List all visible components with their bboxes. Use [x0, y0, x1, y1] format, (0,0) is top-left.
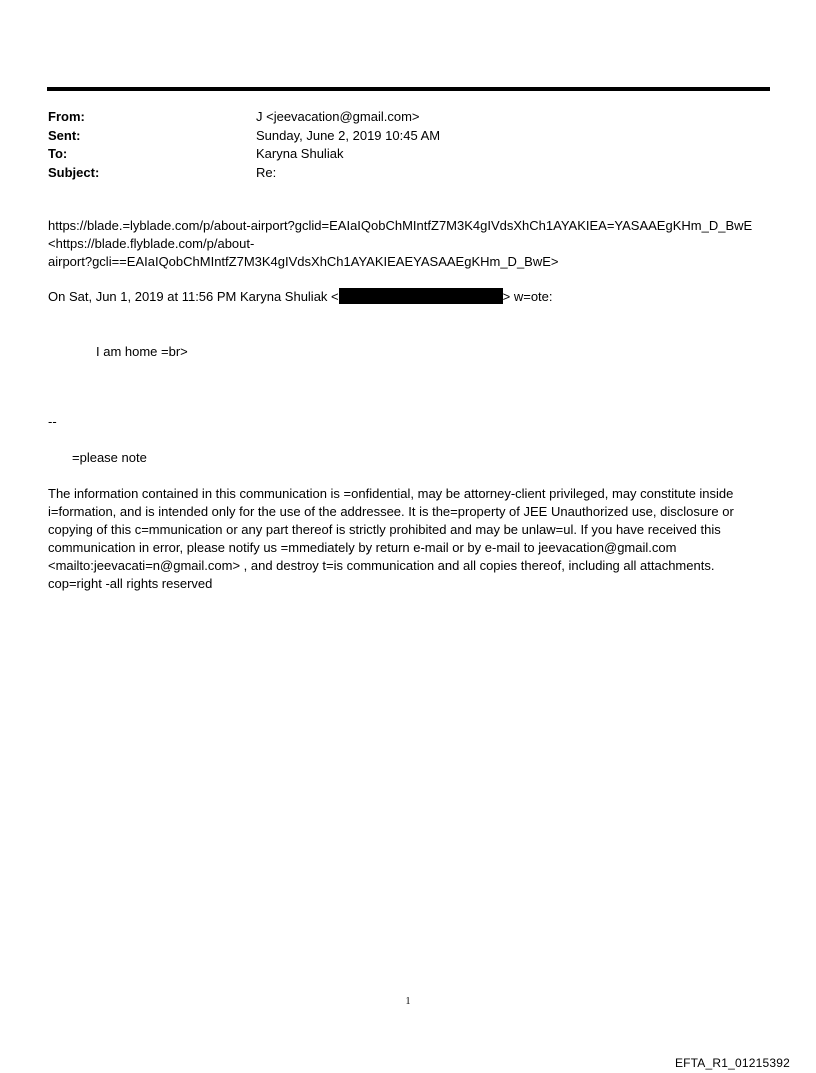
from-label: From: [48, 109, 85, 124]
subject-value: Re: [256, 164, 277, 180]
redaction-block [339, 288, 503, 304]
to-value: Karyna Shuliak [256, 146, 344, 161]
quoted-text: I am home =br> [96, 344, 188, 359]
quote-intro-after: > w=ote: [502, 289, 553, 304]
subject-label: Subject: [48, 164, 100, 180]
from-value: J <jeevacation@gmail.com> [256, 109, 420, 124]
bates-number: EFTA_R1_01215392 [674, 1056, 790, 1070]
page-number: 1 [405, 996, 411, 1007]
signature-dashes: -- [48, 414, 57, 429]
sent-value: Sunday, June 2, 2019 10:45 AM [256, 127, 441, 143]
sent-label: Sent: [48, 127, 81, 143]
url-block: https://blade.=lyblade.com/p/about-airport?gclid=EAIaIQobChMIntfZ7M3K4gIVdsXhCh1AYAKIEA=YASAAEgKHm_D_BwE <https://blade.flyblade.com/p/about- airport?gcli==EAIaIQobChMIntfZ7M3K4gIVdsXhCh1AYAKIEAEYASAAEgKHm_D_BwE> [48, 218, 753, 269]
disclaimer: The information contained in this communication is =onfidential, may be attorney-client privileged, may constitute inside i=formation, and is intended only for the use of the addressee. It is the=property of JEE Unauthorized use, disclosure or copying of this c=mmunication or any part thereof is strictly prohibited and may be unlaw=ul. If you have received this communication in error, please notify us =mmediately by return e-mail or by e-mail to jeevacation@gmail.com <mailto:jeevacati=n@gmail.com> , and destroy t=is communication and all copies thereof, including all attachments. cop=right -all rights reserved [48, 486, 734, 591]
to-label: To: [48, 146, 68, 161]
quote-intro-before: On Sat, Jun 1, 2019 at 11:56 PM Karyna Shuliak < [48, 289, 339, 304]
quote-intro [48, 288, 788, 306]
please-note: =please note [72, 450, 147, 465]
header-rule [47, 87, 770, 91]
